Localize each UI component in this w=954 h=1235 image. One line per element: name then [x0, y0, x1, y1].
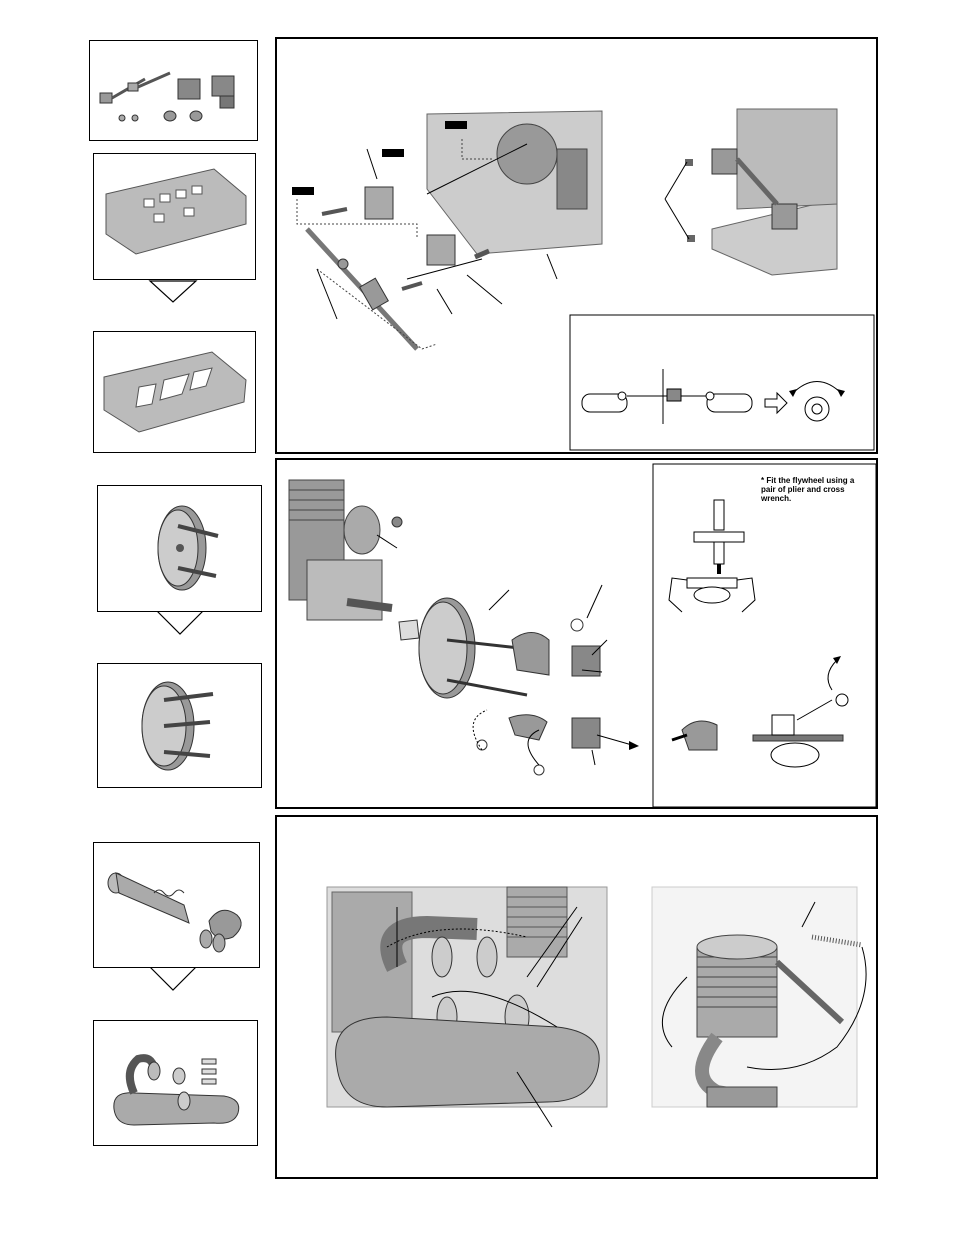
chassis-plate-icon — [94, 154, 257, 281]
parts-thumbnail-servo-mounts — [89, 40, 258, 141]
parts-thumbnail-exhaust-assembled — [93, 1020, 258, 1146]
parts-thumbnail-exhaust — [93, 842, 260, 968]
parts-thumbnail-chassis-plate — [93, 153, 256, 280]
flywheel-fit-note: * Fit the flywheel using a pair of plier and cross wrench. — [761, 476, 855, 503]
exhaust-installation-diagram — [277, 817, 880, 1181]
flywheel-exploded-diagram — [277, 460, 880, 811]
step-panel-exhaust — [275, 815, 878, 1179]
chassis-plate-icon — [94, 332, 257, 454]
exhaust-pipe-icon — [94, 843, 261, 969]
servo-mount-parts-icon — [90, 41, 259, 142]
parts-thumbnail-chassis-plate-alt — [93, 331, 256, 453]
step-panel-servo-mount — [275, 37, 878, 454]
parts-thumbnail-flywheel-assembled — [97, 663, 262, 788]
flywheel-icon — [98, 486, 263, 613]
exhaust-pipe-icon — [94, 1021, 259, 1147]
parts-thumbnail-flywheel — [97, 485, 262, 612]
flywheel-icon — [98, 664, 263, 789]
servo-mount-exploded-diagram — [277, 39, 880, 456]
step-panel-flywheel — [275, 458, 878, 809]
